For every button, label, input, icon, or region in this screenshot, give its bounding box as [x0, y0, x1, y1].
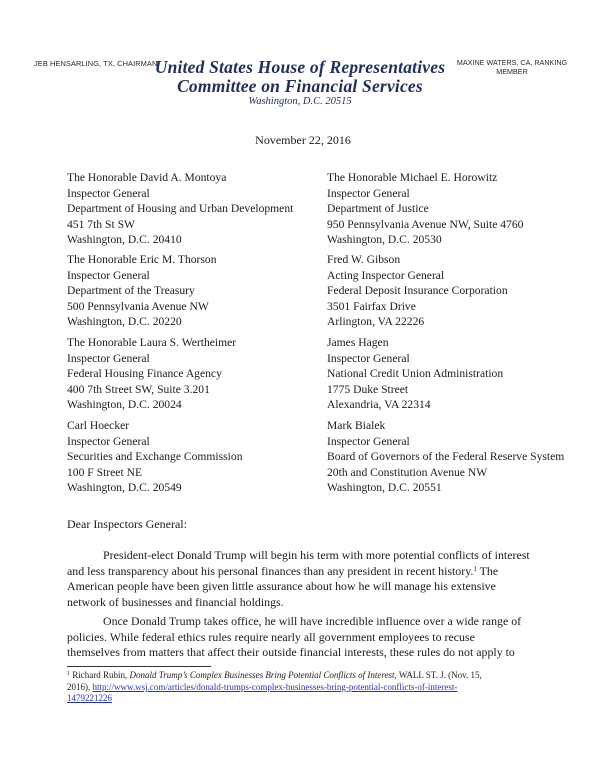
addressee-block	[327, 170, 606, 248]
addressee-block	[67, 418, 357, 496]
addressee-line: Federal Deposit Insurance Corporation	[327, 284, 508, 298]
addressee-line: Board of Governors of the Federal Reserve System	[327, 450, 565, 464]
addressee-line: Federal Housing Finance Agency	[67, 367, 222, 381]
footnote-link[interactable]: 1479221226	[67, 693, 112, 703]
footnote	[67, 670, 537, 705]
body-line: themselves from matters that affect their outside financial interests, these rules do not apply to	[67, 645, 515, 660]
addressee-line: National Credit Union Administration	[327, 367, 504, 381]
chairman-name: JEB HENSARLING, TX, CHAIRMAN	[34, 59, 158, 68]
body-line: President-elect Donald Trump will begin his term with more potential conflicts of interest	[103, 548, 530, 562]
ranking-member-line: MAXINE WATERS, CA, RANKING	[456, 58, 568, 67]
addressee-line: The Honorable David A. Montoya	[67, 171, 227, 184]
footnote-link[interactable]: http://www.wsj.com/articles/donald-trumps-complex-businesses-bring-potential-conflicts-of-interest-	[92, 681, 458, 692]
addressee-line: Washington, D.C. 20220	[67, 315, 182, 329]
body-line-text: and less transparency about his personal finances than any president in recent history.	[67, 563, 474, 578]
addressee-line: Inspector General	[327, 434, 410, 448]
salutation: Dear Inspectors General:	[67, 517, 187, 531]
footnote-line	[67, 670, 537, 682]
ranking-member-name	[447, 59, 577, 76]
addressee-line: Washington, D.C. 20530	[327, 233, 442, 247]
addressee-line: 950 Pennsylvania Avenue NW, Suite 4760	[327, 217, 524, 231]
addressee-line: James Hagen	[327, 336, 389, 349]
body-line: American people have been given little assurance about how he will manage his extensive	[67, 579, 496, 594]
footnote-line	[67, 693, 537, 705]
addressee-block	[327, 252, 606, 330]
body-paragraph	[67, 548, 535, 610]
addressee-line: 500 Pennsylvania Avenue NW	[67, 299, 209, 313]
addressee-block	[327, 418, 606, 496]
footnote-date: 2016),	[67, 681, 93, 692]
footnote-ref: 1	[473, 564, 477, 573]
body-line: network of businesses and financial holdings.	[67, 594, 284, 609]
body-line: Once Donald Trump takes office, he will have incredible influence over a wide range of	[103, 614, 522, 628]
body-paragraph	[67, 614, 535, 661]
addressee-block	[67, 170, 357, 248]
addressee-line: Washington, D.C. 20551	[327, 481, 442, 495]
committee-masthead	[150, 58, 450, 108]
body-line	[67, 564, 535, 580]
masthead-committee: Committee on Financial Services	[177, 76, 423, 96]
addressee-line: Inspector General	[327, 351, 410, 365]
body-line-text: The	[476, 563, 499, 578]
footnote-source: , WALL ST. J. (Nov. 15,	[394, 670, 482, 680]
body-line: policies. While federal ethics rules require nearly all government employees to recuse	[67, 629, 475, 644]
addressee-line: Washington, D.C. 20410	[67, 233, 182, 247]
addressee-line: The Honorable Laura S. Wertheimer	[67, 336, 237, 349]
addressee-line: Arlington, VA 22226	[327, 315, 425, 329]
addressee-line: Washington, D.C. 20024	[67, 398, 182, 412]
addressee-block	[67, 335, 357, 413]
addressee-line: Acting Inspector General	[327, 268, 445, 282]
masthead-location: Washington, D.C. 20515	[248, 96, 352, 107]
addressee-line: Fred W. Gibson	[327, 253, 401, 266]
addressee-line: 20th and Constitution Avenue NW	[327, 465, 488, 479]
masthead-house: United States House of Representatives	[154, 57, 446, 77]
addressee-line: Inspector General	[327, 186, 410, 200]
addressee-line: Inspector General	[67, 434, 150, 448]
addressee-line: Carl Hoecker	[67, 419, 130, 432]
letter-date: November 22, 2016	[255, 133, 351, 147]
addressee-block	[67, 252, 357, 330]
addressee-line: The Honorable Michael E. Horowitz	[327, 171, 498, 184]
ranking-member-line: MEMBER	[496, 66, 528, 76]
addressee-line: Inspector General	[67, 268, 150, 282]
footnote-line	[67, 682, 537, 694]
addressee-line: Department of the Treasury	[67, 284, 195, 298]
addressee-line: 1775 Duke Street	[327, 382, 409, 396]
addressee-line: Alexandria, VA 22314	[327, 398, 431, 412]
addressee-line: Inspector General	[67, 351, 150, 365]
footnote-author: Richard Rubin,	[70, 670, 130, 680]
addressee-line: 100 F Street NE	[67, 465, 143, 479]
addressee-line: Mark Bialek	[327, 419, 386, 432]
addressee-line: Department of Housing and Urban Development	[67, 202, 294, 216]
footnote-divider	[67, 666, 211, 667]
addressee-line: The Honorable Eric M. Thorson	[67, 253, 217, 266]
footnote-number: 1	[67, 671, 70, 677]
addressee-line: Inspector General	[67, 186, 150, 200]
addressee-line: Washington, D.C. 20549	[67, 481, 182, 495]
footnote-title: Donald Trump’s Complex Businesses Bring Potential Conflicts of Interest	[129, 670, 395, 680]
addressee-block	[327, 335, 606, 413]
addressee-line: 451 7th St SW	[67, 217, 135, 231]
addressee-line: 400 7th Street SW, Suite 3.201	[67, 382, 210, 396]
addressee-line: Securities and Exchange Commission	[67, 450, 243, 464]
addressee-line: 3501 Fairfax Drive	[327, 299, 416, 313]
addressee-line: Department of Justice	[327, 202, 429, 216]
